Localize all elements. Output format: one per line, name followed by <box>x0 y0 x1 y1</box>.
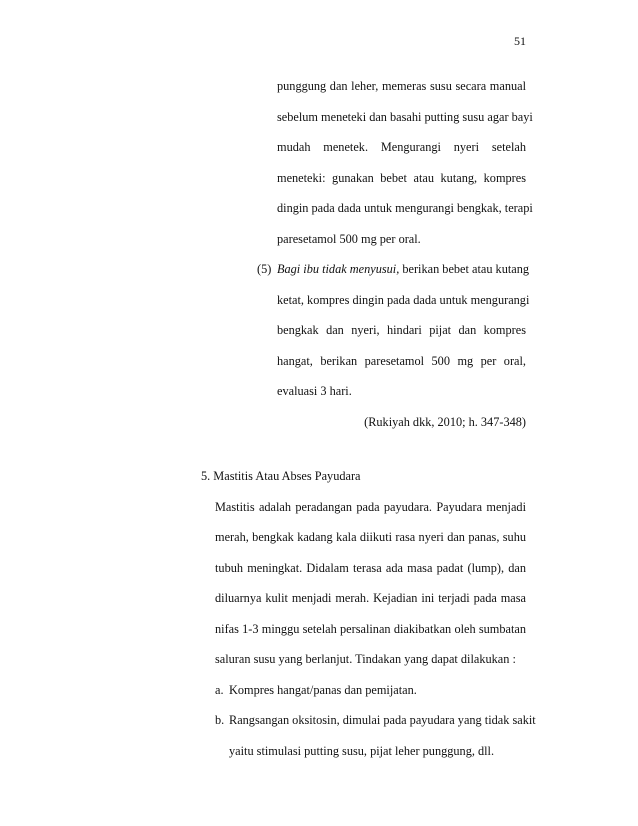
paragraph-line-5: nifas 1-3 minggu setelah persalinan diakibatkan oleh sumbatan <box>215 622 526 636</box>
list-marker-a: a. <box>215 683 224 697</box>
continuation-line-2: sebelum meneteki dan basahi putting susu agar bayi <box>277 110 533 124</box>
item-5-number: (5) <box>257 262 272 276</box>
section-heading: 5. Mastitis Atau Abses Payudara <box>201 469 361 483</box>
continuation-line-6: paresetamol 500 mg per oral. <box>277 232 421 246</box>
paragraph-line-2: merah, bengkak kadang kala diikuti rasa nyeri dan panas, suhu <box>215 530 526 544</box>
citation: (Rukiyah dkk, 2010; h. 347-348) <box>364 415 526 429</box>
paragraph-line-1: Mastitis adalah peradangan pada payudara. Payudara menjadi <box>215 500 526 514</box>
item-5-line-3: bengkak dan nyeri, hindari pijat dan kompres <box>277 323 526 337</box>
item-5-line-2: ketat, kompres dingin pada dada untuk mengurangi <box>277 293 530 307</box>
paragraph-line-6: saluran susu yang berlanjut. Tindakan yang dapat dilakukan : <box>215 652 516 666</box>
paragraph-line-4: diluarnya kulit menjadi merah. Kejadian ini terjadi pada masa <box>215 591 526 605</box>
item-5-line-4: hangat, berikan paresetamol 500 mg per oral, <box>277 354 526 368</box>
list-marker-b: b. <box>215 713 225 727</box>
list-item-a-line-1: Kompres hangat/panas dan pemijatan. <box>229 683 417 697</box>
continuation-line-5: dingin pada dada untuk mengurangi bengkak, terapi <box>277 201 533 215</box>
item-5-first-line <box>277 261 530 277</box>
list-item-b-line-2: yaitu stimulasi putting susu, pijat leher punggung, dll. <box>229 744 495 758</box>
continuation-line-3: mudah menetek. Mengurangi nyeri setelah <box>277 140 526 154</box>
list-item-b-line-1: Rangsangan oksitosin, dimulai pada payudara yang tidak sakit <box>229 713 536 727</box>
page-number: 51 <box>514 34 526 48</box>
continuation-line-4: meneteki: gunakan bebet atau kutang, kompres <box>277 171 526 185</box>
item-5-first-line-rest: berikan bebet atau kutang <box>399 262 530 276</box>
continuation-line-1: punggung dan leher, memeras susu secara manual <box>277 79 526 93</box>
item-5-italic-lead: Bagi ibu tidak menyusui, <box>277 262 400 276</box>
item-5-line-5: evaluasi 3 hari. <box>277 384 352 398</box>
paragraph-line-3: tubuh meningkat. Didalam terasa ada masa padat (lump), dan <box>215 561 526 575</box>
